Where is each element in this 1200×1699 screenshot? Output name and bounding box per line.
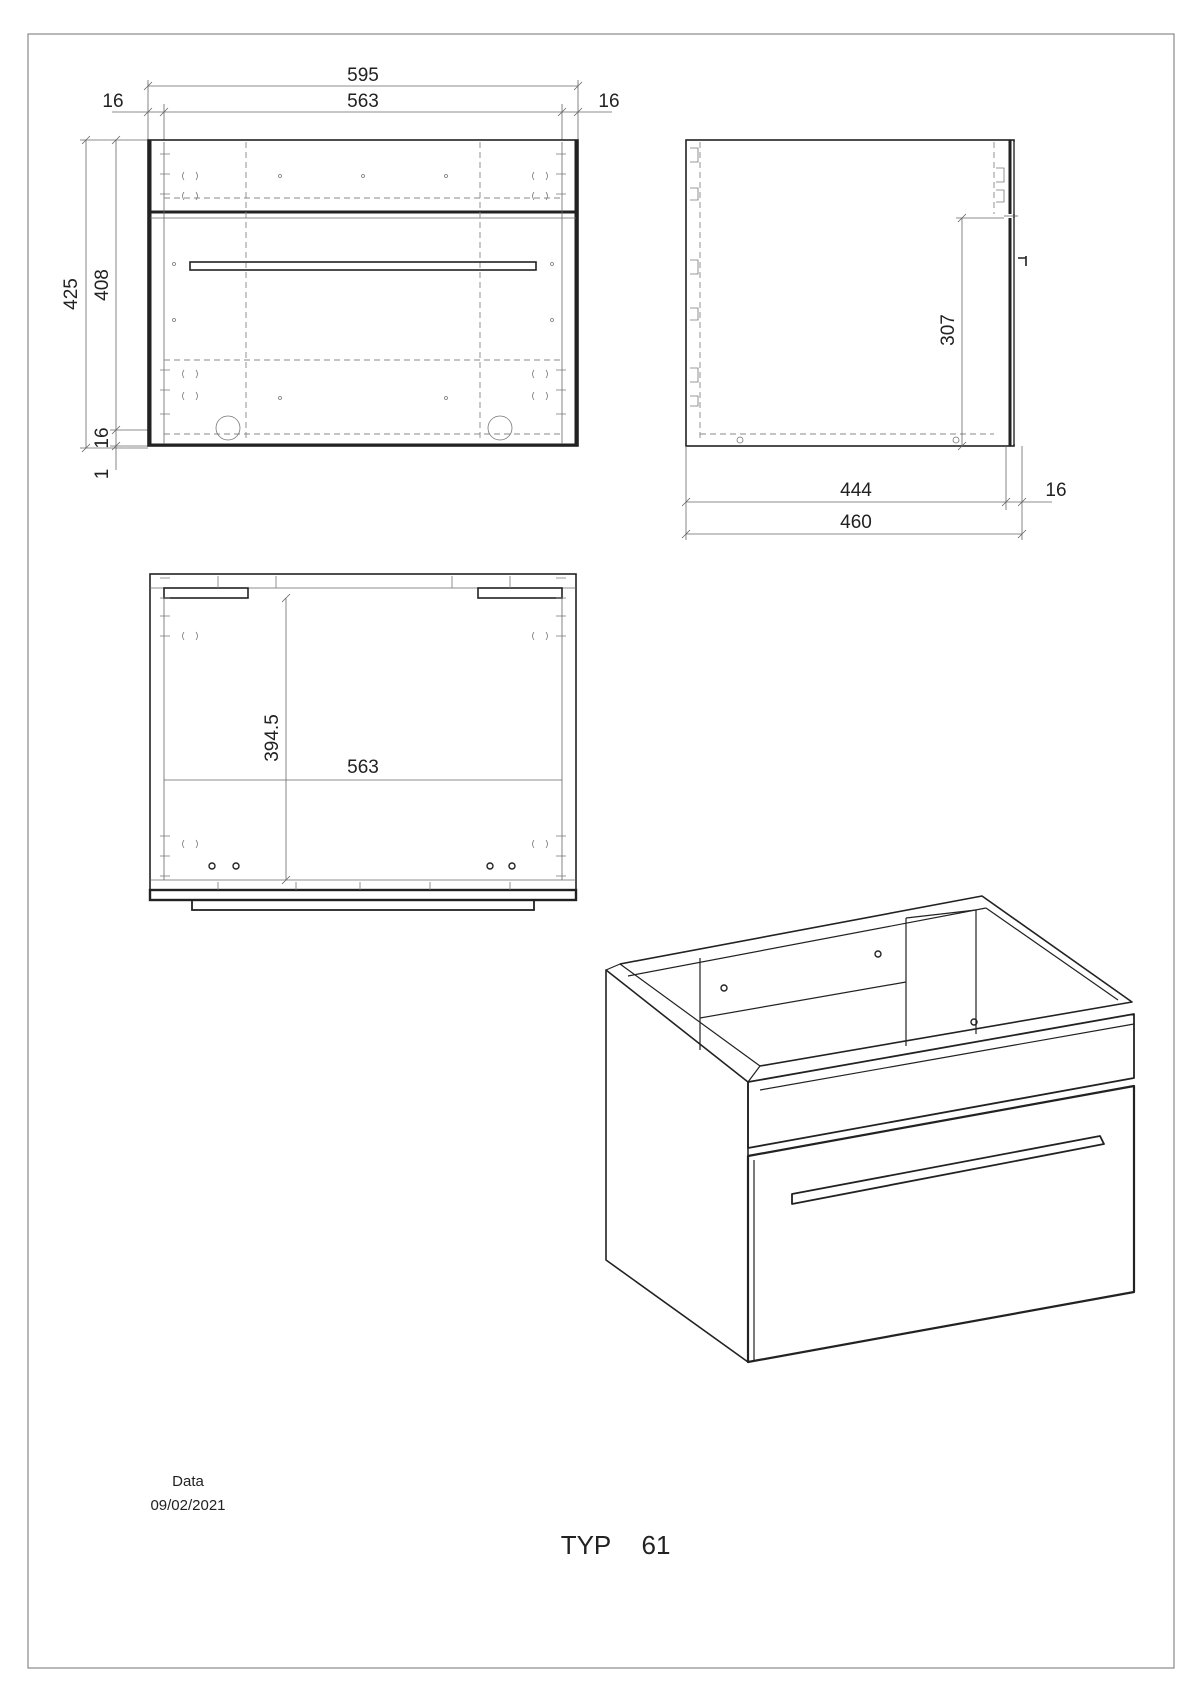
top-view <box>150 574 576 910</box>
isometric-view <box>606 896 1134 1362</box>
dim-total-height: 425 <box>61 278 82 310</box>
dim-right-panel: 16 <box>598 91 620 112</box>
dim-front-thickness: 16 <box>1045 480 1067 501</box>
dim-total-width: 595 <box>347 65 379 86</box>
dim-plan-depth: 394.5 <box>262 714 283 762</box>
type-label: TYP <box>560 1530 612 1560</box>
front-view <box>61 65 620 479</box>
sheet-border <box>28 34 1174 1668</box>
front-handle <box>190 262 536 270</box>
dim-plan-width: 563 <box>347 757 379 778</box>
dim-floor-gap: 1 <box>92 468 113 480</box>
side-view <box>682 140 1067 540</box>
plan-handle <box>192 900 534 910</box>
dim-body-depth: 444 <box>840 480 872 501</box>
dim-left-panel: 16 <box>102 91 124 112</box>
dim-drawer-height: 307 <box>938 314 959 346</box>
date-value: 09/02/2021 <box>150 1497 226 1514</box>
dim-total-depth: 460 <box>840 512 872 533</box>
dim-inner-height: 408 <box>92 269 113 301</box>
dim-bottom-panel: 16 <box>92 427 113 449</box>
type-number: 61 <box>641 1530 671 1560</box>
date-label: Data <box>172 1473 204 1490</box>
dim-inner-width: 563 <box>347 91 379 112</box>
